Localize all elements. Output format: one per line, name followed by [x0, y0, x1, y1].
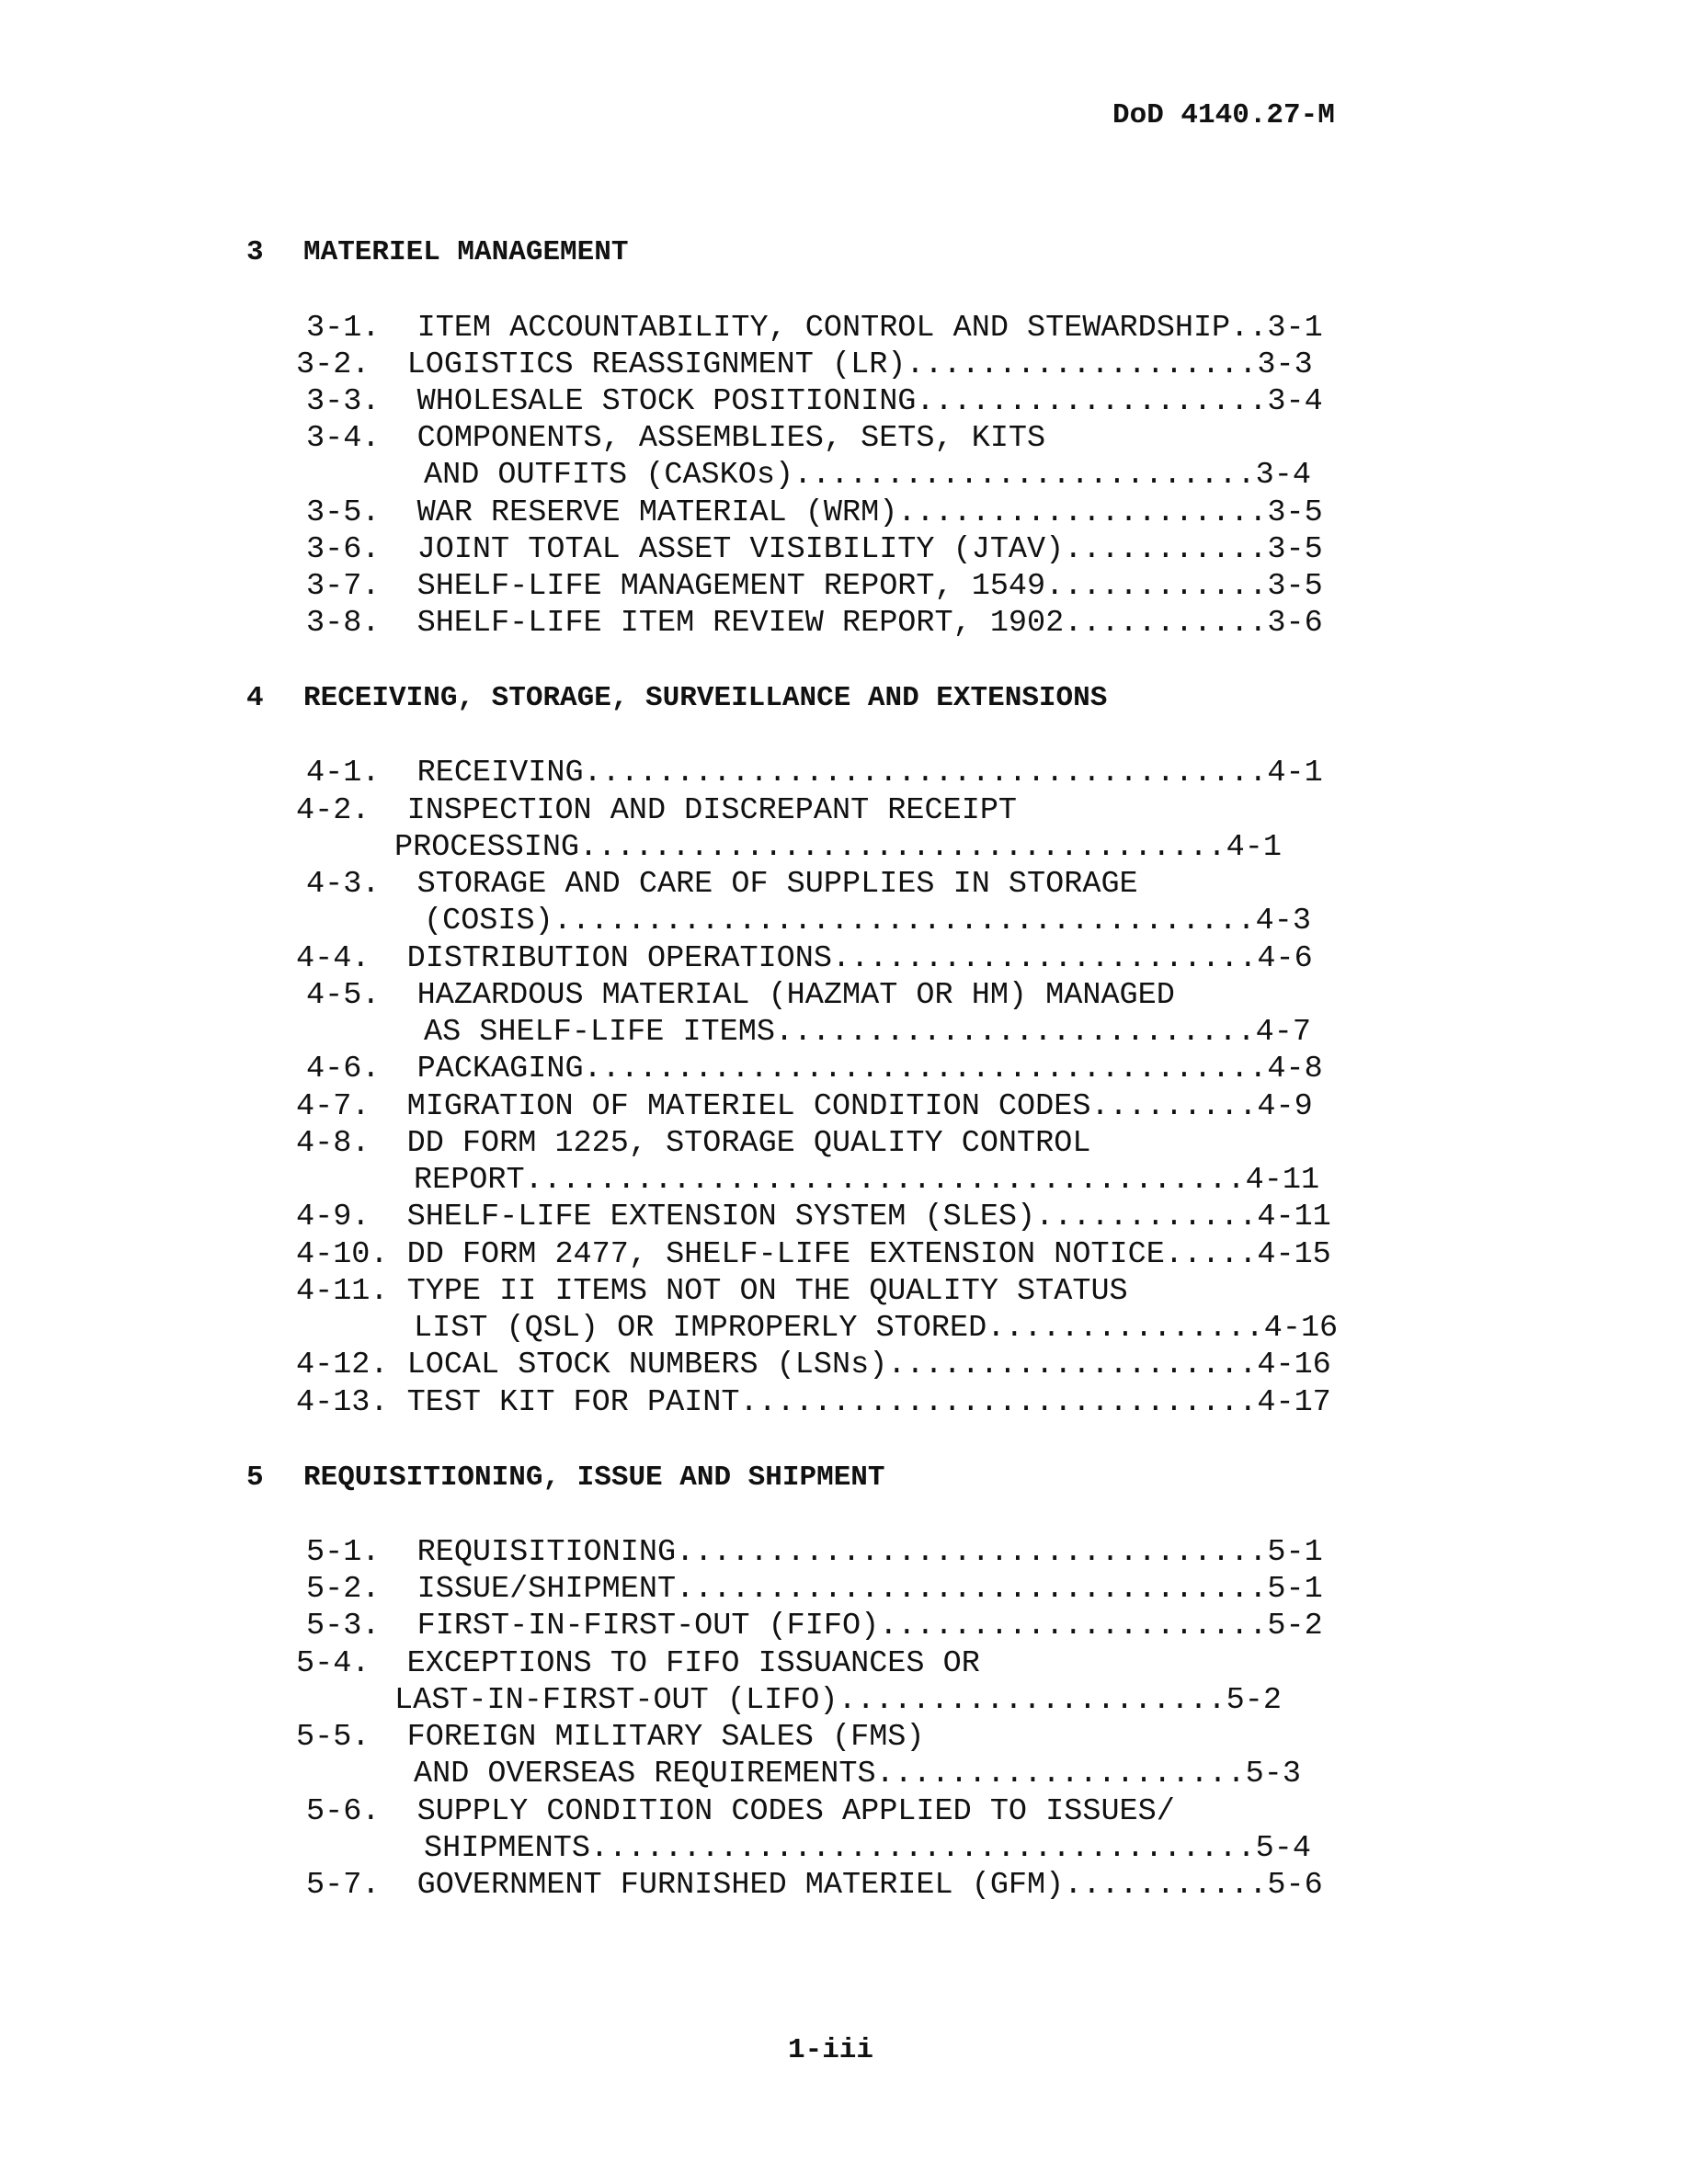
toc-entry[interactable]: 5-3. FIRST-IN-FIRST-OUT (FIFO).....................5-2: [306, 1609, 1323, 1644]
toc-entry[interactable]: 4-4. DISTRIBUTION OPERATIONS.......................4-6: [296, 941, 1313, 976]
chapter-heading: [246, 682, 1107, 714]
chapter-number: 3: [246, 236, 264, 268]
chapter-heading: [246, 236, 628, 268]
toc-entry[interactable]: 4-13. TEST KIT FOR PAINT............................4-17: [296, 1385, 1331, 1420]
toc-entry[interactable]: 5-2. ISSUE/SHIPMENT................................5-1: [306, 1572, 1323, 1607]
toc-entry[interactable]: 4-5. HAZARDOUS MATERIAL (HAZMAT OR HM) MANAGED: [306, 978, 1175, 1013]
toc-entry[interactable]: 4-8. DD FORM 1225, STORAGE QUALITY CONTROL: [296, 1126, 1091, 1161]
toc-entry-continuation[interactable]: LIST (QSL) OR IMPROPERLY STORED...............4-16: [414, 1311, 1339, 1346]
toc-entry[interactable]: 4-3. STORAGE AND CARE OF SUPPLIES IN STORAGE: [306, 867, 1138, 902]
toc-entry[interactable]: 3-3. WHOLESALE STOCK POSITIONING...................3-4: [306, 384, 1323, 419]
toc-entry[interactable]: 4-7. MIGRATION OF MATERIEL CONDITION CODES.........4-9: [296, 1089, 1313, 1124]
toc-entry[interactable]: 4-9. SHELF-LIFE EXTENSION SYSTEM (SLES)............4-11: [296, 1200, 1331, 1234]
chapter-title: RECEIVING, STORAGE, SURVEILLANCE AND EXTENSIONS: [303, 682, 1108, 714]
toc-entry-continuation[interactable]: SHIPMENTS....................................5-4: [424, 1831, 1311, 1866]
toc-entry[interactable]: 4-11. TYPE II ITEMS NOT ON THE QUALITY STATUS: [296, 1274, 1128, 1309]
toc-entry[interactable]: 4-1. RECEIVING.....................................4-1: [306, 756, 1323, 791]
toc-entry-continuation[interactable]: (COSIS)......................................4-3: [424, 904, 1311, 938]
toc-entry[interactable]: 3-2. LOGISTICS REASSIGNMENT (LR)...................3-3: [296, 347, 1313, 382]
chapter-heading: [246, 1462, 885, 1494]
toc-entry[interactable]: 5-4. EXCEPTIONS TO FIFO ISSUANCES OR: [296, 1646, 980, 1681]
toc-entry[interactable]: 5-7. GOVERNMENT FURNISHED MATERIEL (GFM)...........5-6: [306, 1868, 1323, 1903]
toc-entry-continuation[interactable]: AND OUTFITS (CASKOs).........................3-4: [424, 458, 1311, 493]
toc-entry[interactable]: 5-1. REQUISITIONING................................5-1: [306, 1535, 1323, 1570]
toc-entry[interactable]: 4-10. DD FORM 2477, SHELF-LIFE EXTENSION NOTICE.....4-15: [296, 1237, 1331, 1272]
document-id: DoD 4140.27-M: [1112, 99, 1335, 131]
toc-entry[interactable]: 5-6. SUPPLY CONDITION CODES APPLIED TO ISSUES/: [306, 1794, 1175, 1829]
toc-entry[interactable]: 3-4. COMPONENTS, ASSEMBLIES, SETS, KITS: [306, 421, 1046, 456]
toc-entry-continuation[interactable]: AND OVERSEAS REQUIREMENTS....................5-3: [414, 1757, 1301, 1792]
chapter-title: REQUISITIONING, ISSUE AND SHIPMENT: [303, 1462, 885, 1494]
toc-entry[interactable]: 3-8. SHELF-LIFE ITEM REVIEW REPORT, 1902...........3-6: [306, 606, 1323, 641]
toc-entry[interactable]: 4-12. LOCAL STOCK NUMBERS (LSNs)....................4-16: [296, 1348, 1331, 1382]
toc-entry[interactable]: 5-5. FOREIGN MILITARY SALES (FMS): [296, 1720, 925, 1755]
toc-entry[interactable]: 3-6. JOINT TOTAL ASSET VISIBILITY (JTAV)...........3-5: [306, 532, 1323, 567]
chapter-number: 5: [246, 1462, 264, 1494]
chapter-title: MATERIEL MANAGEMENT: [303, 236, 629, 268]
toc-entry-continuation[interactable]: LAST-IN-FIRST-OUT (LIFO).....................5-2: [394, 1683, 1282, 1718]
toc-entry-continuation[interactable]: AS SHELF-LIFE ITEMS..........................4-7: [424, 1015, 1311, 1050]
toc-entry-continuation[interactable]: REPORT.......................................4-11: [414, 1163, 1320, 1198]
toc-entry[interactable]: 3-7. SHELF-LIFE MANAGEMENT REPORT, 1549............3-5: [306, 569, 1323, 604]
toc-entry-continuation[interactable]: PROCESSING...................................4-1: [394, 830, 1282, 865]
page-number: 1-iii: [788, 2034, 874, 2066]
toc-entry[interactable]: 3-1. ITEM ACCOUNTABILITY, CONTROL AND STEWARDSHIP..3-1: [306, 311, 1323, 346]
toc-entry[interactable]: 3-5. WAR RESERVE MATERIAL (WRM)....................3-5: [306, 495, 1323, 530]
chapter-number: 4: [246, 682, 264, 714]
toc-entry[interactable]: 4-6. PACKAGING.....................................4-8: [306, 1052, 1323, 1086]
toc-entry[interactable]: 4-2. INSPECTION AND DISCREPANT RECEIPT: [296, 793, 1018, 828]
